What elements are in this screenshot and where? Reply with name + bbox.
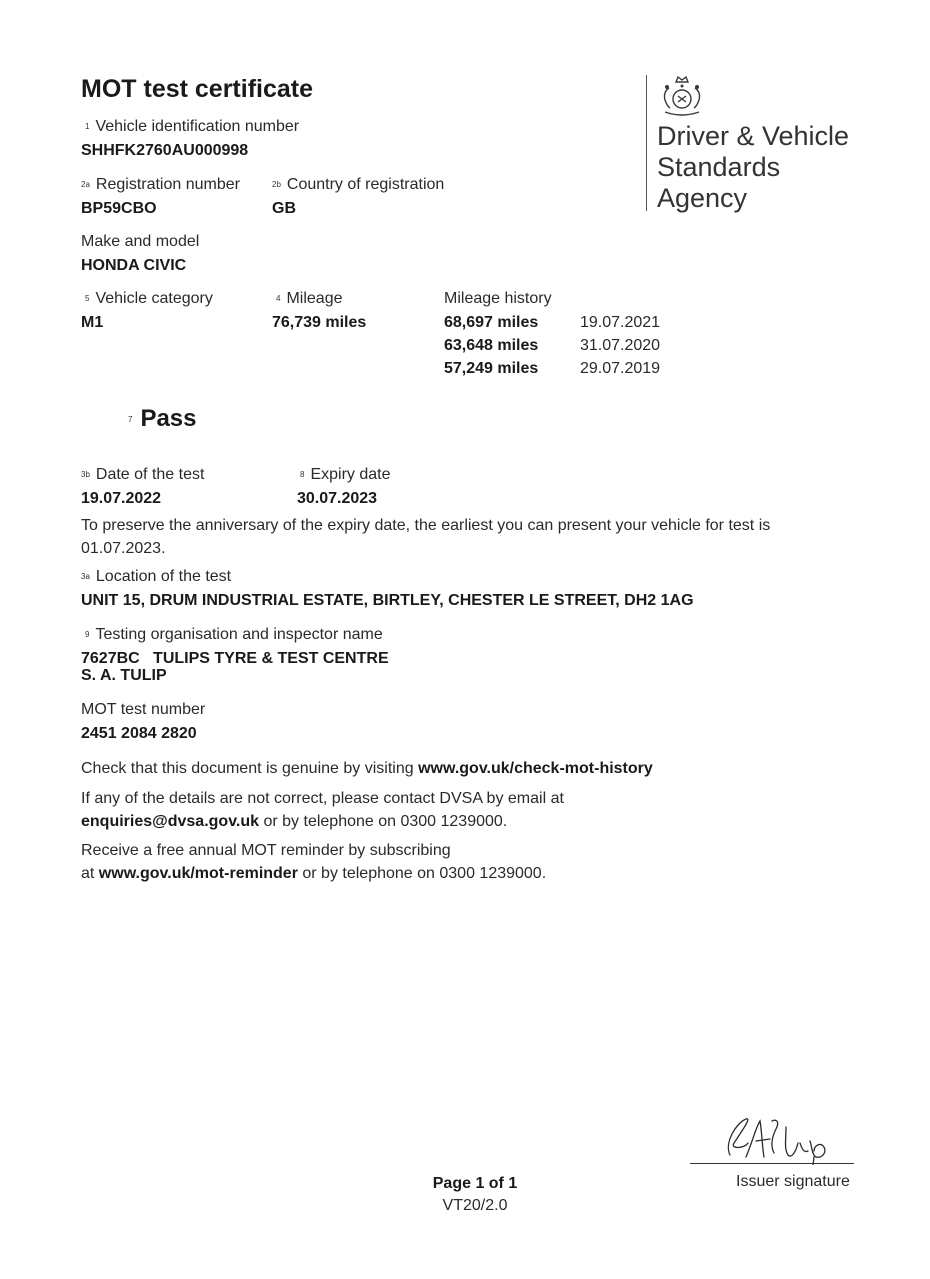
make-model-label: Make and model bbox=[81, 233, 200, 250]
test-number-value: 2451 2084 2820 bbox=[81, 725, 197, 742]
royal-crest-icon bbox=[657, 74, 707, 118]
registration-value: BP59CBO bbox=[81, 200, 157, 217]
make-model-value: HONDA CIVIC bbox=[81, 257, 187, 274]
field-number: 4 bbox=[276, 294, 281, 303]
organisation-value: 7627BC TULIPS TYRE & TEST CENTRE bbox=[81, 650, 389, 667]
contact-info: If any of the details are not correct, please contact DVSA by email at enquiries@dvsa.gov.uk or by telephone on 0300 1239000. bbox=[81, 790, 564, 830]
country-value: GB bbox=[272, 200, 296, 217]
mileage-value: 76,739 miles bbox=[272, 314, 367, 331]
email-link[interactable]: enquiries@dvsa.gov.uk bbox=[81, 813, 260, 830]
country-label: 2b Country of registration bbox=[272, 176, 445, 193]
field-number: 3a bbox=[81, 572, 90, 581]
expiry-value: 30.07.2023 bbox=[297, 490, 378, 507]
registration-label: 2a Registration number bbox=[81, 176, 240, 193]
organisation-label: 9 Testing organisation and inspector name bbox=[85, 626, 383, 643]
page-title: MOT test certificate bbox=[81, 75, 314, 103]
logo-divider bbox=[646, 75, 647, 211]
field-number: 1 bbox=[85, 122, 90, 131]
mot-reminder-link[interactable]: www.gov.uk/mot-reminder bbox=[98, 865, 298, 882]
expiry-label: 8 Expiry date bbox=[300, 466, 391, 483]
field-number: 2a bbox=[81, 180, 90, 189]
history-miles: 63,648 miles bbox=[444, 337, 539, 354]
form-code: VT20/2.0 bbox=[442, 1197, 508, 1214]
signature-line bbox=[690, 1163, 854, 1164]
vin-value: SHHFK2760AU000998 bbox=[81, 142, 249, 159]
signature-label: Issuer signature bbox=[736, 1173, 850, 1190]
field-number: 9 bbox=[85, 630, 90, 639]
anniversary-note: To preserve the anniversary of the expiry date, the earliest you can present your vehicle for test is 01.07.2023. bbox=[81, 517, 771, 557]
page-footer bbox=[400, 1173, 550, 1217]
test-date-label: 3b Date of the test bbox=[81, 466, 205, 483]
page-number: Page 1 of 1 bbox=[432, 1175, 518, 1192]
field-number: 2b bbox=[272, 180, 281, 189]
field-number: 3b bbox=[81, 470, 90, 479]
history-date: 19.07.2021 bbox=[580, 314, 661, 331]
signature-icon bbox=[700, 1113, 850, 1165]
mileage-history-label: Mileage history bbox=[444, 290, 552, 307]
history-date: 29.07.2019 bbox=[580, 360, 661, 377]
location-label: 3a Location of the test bbox=[81, 568, 232, 585]
mileage-label: 4 Mileage bbox=[276, 290, 343, 307]
location-value: UNIT 15, DRUM INDUSTRIAL ESTATE, BIRTLEY, CHESTER LE STREET, DH2 1AG bbox=[81, 592, 694, 609]
field-number: 8 bbox=[300, 470, 305, 479]
dvsa-logo-text: Driver & Vehicle Standards Agency bbox=[657, 121, 850, 213]
test-date-value: 19.07.2022 bbox=[81, 490, 162, 507]
reminder-info: Receive a free annual MOT reminder by subscribing at www.gov.uk/mot-reminder or by telephone on 0300 1239000. bbox=[81, 842, 547, 882]
genuine-check: Check that this document is genuine by visiting www.gov.uk/check-mot-history bbox=[81, 760, 653, 777]
check-mot-history-link[interactable]: www.gov.uk/check-mot-history bbox=[418, 760, 653, 777]
field-number: 5 bbox=[85, 294, 90, 303]
test-number-label: MOT test number bbox=[81, 701, 206, 718]
field-number: 7 bbox=[128, 415, 133, 424]
test-result: 7 Pass bbox=[128, 405, 197, 432]
vin-label: 1 Vehicle identification number bbox=[85, 118, 300, 135]
inspector-name: S. A. TULIP bbox=[81, 667, 167, 684]
category-value: M1 bbox=[81, 314, 104, 331]
history-miles: 57,249 miles bbox=[444, 360, 539, 377]
history-date: 31.07.2020 bbox=[580, 337, 661, 354]
history-miles: 68,697 miles bbox=[444, 314, 539, 331]
category-label: 5 Vehicle category bbox=[85, 290, 213, 307]
